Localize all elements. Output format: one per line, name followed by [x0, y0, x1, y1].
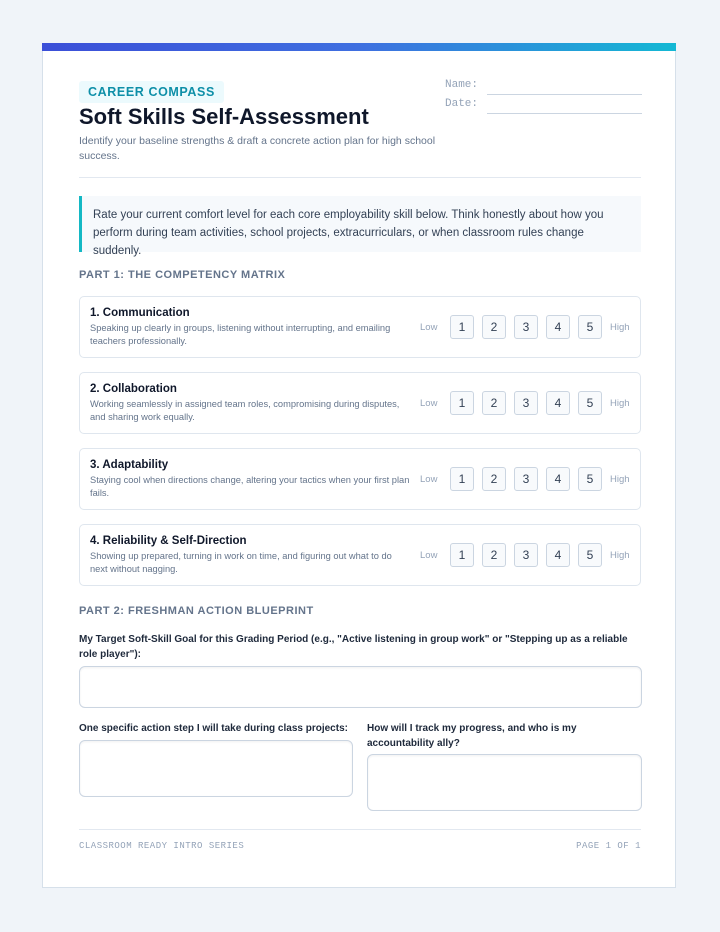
- rating-box-5[interactable]: 5: [578, 315, 602, 339]
- scale-low-label: Low: [420, 550, 438, 561]
- rating-box-2[interactable]: 2: [482, 315, 506, 339]
- skill-row: [79, 524, 641, 586]
- name-row: [445, 79, 642, 97]
- rating-box-1[interactable]: 1: [450, 543, 474, 567]
- rating-box-3[interactable]: 3: [514, 543, 538, 567]
- footer-divider: [79, 829, 641, 830]
- action-input[interactable]: [79, 740, 353, 797]
- rating-box-3[interactable]: 3: [514, 467, 538, 491]
- goal-input[interactable]: [79, 666, 642, 708]
- scale-high-label: High: [610, 474, 630, 485]
- rating-box-1[interactable]: 1: [450, 391, 474, 415]
- scale-low-label: Low: [420, 398, 438, 409]
- goal-prompt: My Target Soft-Skill Goal for this Grading Period (e.g., "Active listening in group work" or "Stepping up as a reliable role player"):: [79, 634, 628, 660]
- rating-box-1[interactable]: 1: [450, 315, 474, 339]
- rating-box-2[interactable]: 2: [482, 391, 506, 415]
- date-row: [445, 98, 642, 116]
- rating-box-1[interactable]: 1: [450, 467, 474, 491]
- rating-box-3[interactable]: 3: [514, 391, 538, 415]
- skill-row: [79, 448, 641, 510]
- action-prompt: One specific action step I will take during class projects:: [79, 723, 348, 734]
- skill-description: Working seamlessly in assigned team roles, compromising during disputes, and sharing work equally.: [90, 399, 400, 422]
- skill-description: Showing up prepared, turning in work on time, and figuring out what to do next without nagging.: [90, 551, 392, 574]
- header-divider: [79, 177, 641, 178]
- name-label: Name:: [445, 79, 479, 91]
- rating-box-5[interactable]: 5: [578, 391, 602, 415]
- scale-high-label: High: [610, 322, 630, 333]
- worksheet-page: [42, 43, 676, 888]
- track-input[interactable]: [367, 754, 642, 811]
- skill-name: 3. Adaptability: [90, 459, 169, 471]
- skill-name: 1. Communication: [90, 307, 190, 319]
- rating-box-4[interactable]: 4: [546, 391, 570, 415]
- rating-box-4[interactable]: 4: [546, 467, 570, 491]
- scale-high-label: High: [610, 550, 630, 561]
- skill-name: 2. Collaboration: [90, 383, 177, 395]
- skill-description: Speaking up clearly in groups, listening without interrupting, and emailing teachers professionally.: [90, 323, 391, 346]
- rating-box-4[interactable]: 4: [546, 315, 570, 339]
- scale-low-label: Low: [420, 474, 438, 485]
- date-line[interactable]: [487, 113, 642, 114]
- track-prompt: How will I track my progress, and who is my accountability ally?: [367, 723, 577, 749]
- skill-row: [79, 296, 641, 358]
- page-subtitle: Identify your baseline strengths & draft a concrete action plan for high school success.: [79, 135, 436, 162]
- category-badge: CAREER COMPASS: [79, 81, 224, 103]
- accent-bar: [42, 43, 676, 51]
- footer-series: CLASSROOM READY INTRO SERIES: [79, 841, 245, 851]
- rating-box-5[interactable]: 5: [578, 467, 602, 491]
- scale-low-label: Low: [420, 322, 438, 333]
- part1-heading: PART 1: THE COMPETENCY MATRIX: [79, 269, 286, 281]
- rating-box-2[interactable]: 2: [482, 543, 506, 567]
- footer-page-number: PAGE 1 OF 1: [576, 841, 641, 851]
- skill-description: Staying cool when directions change, altering your tactics when your first plan fails.: [90, 475, 410, 498]
- rating-box-4[interactable]: 4: [546, 543, 570, 567]
- scale-high-label: High: [610, 398, 630, 409]
- skill-row: [79, 372, 641, 434]
- instructions-callout: Rate your current comfort level for each core employability skill below. Think honestly about how you perform during team activities, school projects, extracurriculars, or when classroom rules change suddenly.: [79, 196, 641, 252]
- part2-heading: PART 2: FRESHMAN ACTION BLUEPRINT: [79, 605, 314, 617]
- rating-box-3[interactable]: 3: [514, 315, 538, 339]
- date-label: Date:: [445, 98, 479, 110]
- name-line[interactable]: [487, 94, 642, 95]
- rating-box-5[interactable]: 5: [578, 543, 602, 567]
- rating-box-2[interactable]: 2: [482, 467, 506, 491]
- page-title: Soft Skills Self-Assessment: [79, 104, 369, 129]
- skill-name: 4. Reliability & Self-Direction: [90, 535, 247, 547]
